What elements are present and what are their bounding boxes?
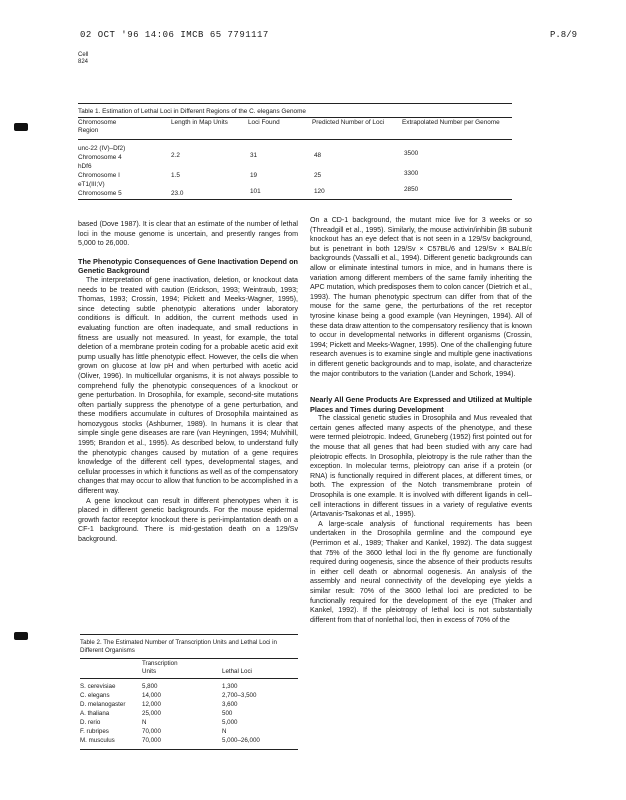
table-1-header-predicted: Predicted Number of Loci [312,119,385,126]
table-1-cell-extrapolated: 2850 [404,186,419,193]
table-1-cell-region: unc-22 (IV)–Df2) [78,145,126,152]
paragraph: A large-scale analysis of functional requirements has been undertaken in the Drosophila germline and the compound eye (Perrimon et al., 1989; Thaker and Kankel, 1992). The data suggest that 75% of the 3600 lethal loci in the fly genome are functionally required during oogenesis, since the absence of their products results in either cell death or abnormal oogenesis. An analysis of the assembly and neural connectivity of the developing eye yields a similar result: 70% of the 3600 lethal loci are predicted to be functionally required for the development of the eye (Thaker and Kankel, 1992). If the pleiotropy of lethal loci is not substantially different from that of nonlethal loci, then in excess of 70% of the [310,519,532,624]
table-2-cell-organism: A. thaliana [80,710,110,717]
punch-hole-mark [14,123,28,131]
table-1-cell-region-chrom: Chromosome 5 [78,190,122,197]
section-heading: The Phenotypic Consequences of Gene Inactivation Depend on Genetic Background [78,256,298,276]
table-row [80,737,298,746]
table-row [80,692,298,701]
table-1-header-loci: Loci Found [248,119,280,126]
table-1-cell-region-chrom: Chromosome 4 [78,154,122,161]
table-row [80,710,298,719]
table-2-cell-units: 25,000 [142,710,161,717]
table-2-cell-organism: D. melanogaster [80,701,126,708]
table-2-cell-lethal: 5,000–26,000 [222,737,260,744]
table-1-cell-length: 1.5 [171,172,180,179]
right-column [310,216,532,786]
table-1-cell-loci: 101 [250,188,261,195]
section-heading: Nearly All Gene Products Are Expressed and Utilized at Multiple Places and Times during Development [310,395,532,414]
table-2-cell-lethal: 500 [222,710,233,717]
table-2-cell-units: 5,800 [142,683,158,690]
table-2-cell-units: 70,000 [142,728,161,735]
table-1-cell-predicted: 48 [314,152,322,159]
table-1-cell-loci: 19 [250,172,258,179]
journal-page: 824 [78,59,89,65]
table-1-cell-predicted: 25 [314,172,322,179]
table-1-header-length: Length in Map Units [171,119,228,126]
table-2-cell-units: N [142,719,147,726]
table-row [78,145,512,161]
table-row [80,701,298,710]
table-row [80,719,298,728]
table-2-caption: Table 2. The Estimated Number of Transcription Units and Lethal Loci in Different Organisms [80,639,277,654]
paragraph: A gene knockout can result in different phenotypes when it is placed in different genetic backgrounds. For the mouse epidermal growth factor receptor knockout there is peri-implantation death on a CF-1 background. There is mid-gestation death on a 129/Sv background. [78,496,298,543]
table-1-cell-extrapolated: 3300 [404,170,419,177]
table-2-cell-organism: F. rubripes [80,728,109,735]
table-2-cell-lethal: 3,600 [222,701,238,708]
table-2-header-lethal: Lethal Loci [222,668,252,675]
paragraph: The classical genetic studies in Drosophila and Mus revealed that certain genes affected many aspects of the phenotype, and these were termed pleiotropic. Indeed, Gruneberg (1952) first pointed out for the mouse that all genes that had been studied with any care had pleiotropic effects. In Drosophila, pleiotropy is the rule rather than the exception. In molecular terms, pleiotropy can arise if a protein (or RNA) is functionally required in different places, at different times, or both. The expression of the Notch transmembrane protein of Drosophila is one example. It is involved with different ligands in cell–cell interactions in different tissues in a variety of regulative events (Artavanis-Tsakonas et al., 1995). [310,414,532,519]
table-row [78,181,512,197]
table-2-cell-organism: M. musculus [80,737,115,744]
fax-page-number: P.8/9 [550,30,578,40]
paragraph: On a CD-1 background, the mutant mice live for 3 weeks or so (Threadgill et al., 1995). Similarly, the mouse activin/inhibin βB subunit knockout has an eye defect that is not seen in a 129/Sv background, but is penetrant in both 129/Sv × C57BL/6 and 129/Sv × BALB/c backgrounds (Vassalli et al., 1994). Different genetic backgrounds can allow or eliminate intestinal tumors in mice, and in humans there is variation among different members of the same family inheriting the APC mutation, which predisposes them to colon cancer (Dietrich et al., 1993). The human phenotypic spectrum can differ from that of the mouse for the same gene, the perturbations of the ret receptor tyrosine kinase being a good example (van Heyningen, 1994). All of these data draw attention to the compensatory resiliency that is known to occur in developmental networks in different organisms (Crossin, 1994; Pickett and Meeks-Wagner, 1995). One of the challenging future research avenues is to examine single and multiple gene inactivations in different genetic backgrounds and to map, isolate, and characterize the major contributors to the variation (Lander and Schork, 1994). [310,216,532,378]
table-2-cell-organism: D. rerio [80,719,101,726]
table-2-cell-units: 14,000 [142,692,161,699]
table-1-caption: Table 1. Estimation of Lethal Loci in Different Regions of the C. elegans Genome [78,108,306,115]
table-1-cell-loci: 31 [250,152,258,159]
table-1-header-region: Chromosome Region [78,119,117,134]
table-2-cell-lethal: N [222,728,227,735]
table-2-cell-lethal: 1,300 [222,683,238,690]
table-2-cell-organism: C. elegans [80,692,110,699]
table-row [80,728,298,737]
table-1-cell-length: 2.2 [171,152,180,159]
table-2-cell-lethal: 2,700–3,500 [222,692,257,699]
paragraph: based (Dove 1987). It is clear that an estimate of the number of lethal loci in the mouse genome is uncertain, and presently ranges from 5,000 to 26,000. [78,220,298,248]
table-2-cell-organism: S. cerevisiae [80,683,116,690]
punch-hole-mark [14,632,28,640]
table-2-cell-units: 70,000 [142,737,161,744]
table-row [78,163,512,179]
table-2-cell-lethal: 5,000 [222,719,238,726]
table-1-cell-length: 23.0 [171,190,184,197]
table-1-cell-predicted: 120 [314,188,325,195]
table-row [80,683,298,692]
table-1-cell-region: hDf6 [78,163,92,170]
table-1-header-extrapolated: Extrapolated Number per Genome [402,119,500,126]
table-1-cell-extrapolated: 3500 [404,150,419,157]
table-1-cell-region: eT1(III;V) [78,181,105,188]
table-2-cell-units: 12,000 [142,701,161,708]
left-column [78,220,298,630]
fax-header-line: 02 OCT '96 14:06 IMCB 65 7791117 [80,30,269,40]
table-1-cell-region-chrom: Chromosome I [78,172,120,179]
journal-name: Cell [78,52,89,58]
table-2-header-units: Transcription Units [142,660,178,675]
paragraph: The interpretation of gene inactivation, deletion, or knockout data needs to be treated with caution (Erickson, 1993; Weintraub, 1993; Thomas, 1993; Crossin, 1994; Pickett and Meeks-Wagner, 1995), since detecting subtle phenotypic alterations under laboratory conditions is difficult. In addition, the current methods used in evaluating function are often inadequate, and small reductions in fitness are usually not measured. In yeast, for example, the total deletion of a membrane protein coding for a probable acetic acid exit pump usually has little phenotypic effect. However, the cells die when grown on glucose at low pH and when perturbed with acetic acid (Oliver, 1996). In multicellular organisms, it is not always possible to comprehend fully the phenotypic consequences of a knockout or gene perturbation. In Drosophila, for example, second-site mutations often partially suppress the phenotype of a gene perturbation, and these modifiers accumulate in cultures of Drosophila maintained as homozygous stocks (Ashburner, 1989). In humans it is clear that simple single gene diseases are rare (van Heyningen, 1994; Mulvihill, 1995; Brandon et al., 1995). As described below, to understand fully the phenotypic changes caused by mutation of a gene requires knowledge of the different cell types, developmental stages, and cellular processes in which it functions as well as of the compensatory changes that may occur to allow that function to be accomplished in a different way. [78,275,298,496]
